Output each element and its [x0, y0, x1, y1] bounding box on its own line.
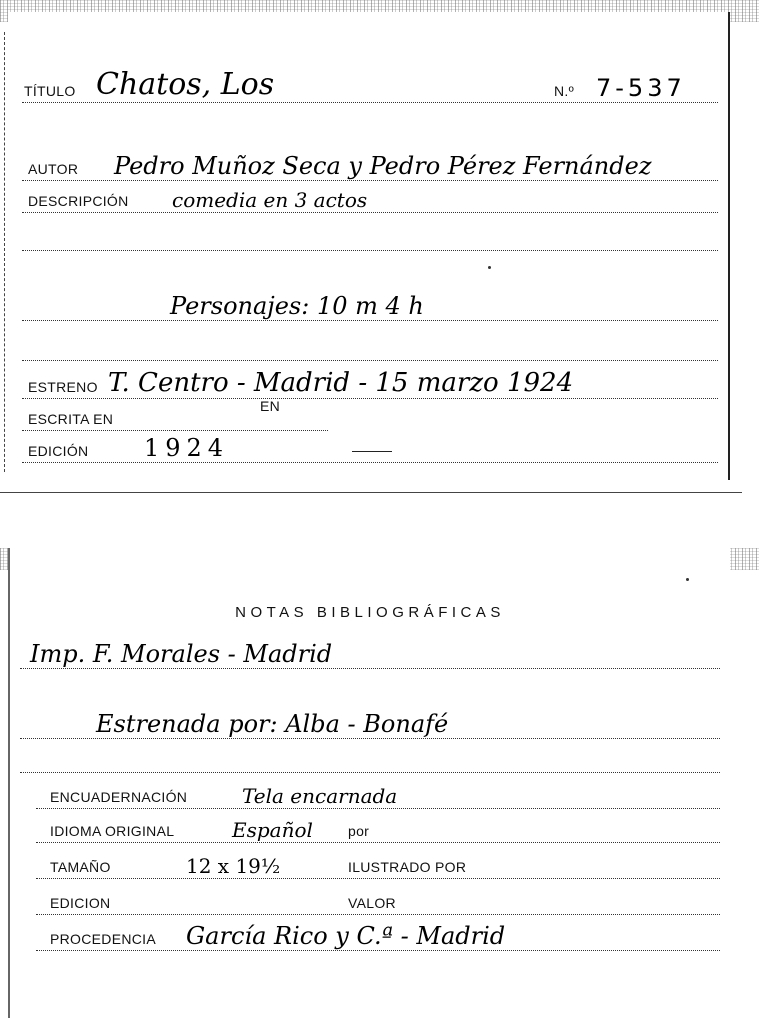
edicion-value: 1924	[144, 434, 230, 462]
escrita-label: ESCRITA EN	[28, 411, 114, 427]
ilustrado-label: ILUSTRADO POR	[348, 859, 467, 875]
blank-row	[22, 218, 718, 251]
titulo-value: Chatos, Los	[96, 67, 275, 102]
procedencia-row	[36, 918, 720, 951]
catalog-card-top	[8, 12, 730, 480]
descripcion-row	[22, 180, 718, 213]
valor-label: VALOR	[348, 895, 396, 911]
numero-value: 7-537	[596, 74, 686, 102]
card-divider	[0, 492, 742, 493]
ink-speck	[488, 266, 491, 269]
blank-row-2	[22, 328, 718, 361]
autor-label: AUTOR	[28, 161, 79, 177]
notas-bibliograficas-heading: NOTAS BIBLIOGRÁFICAS	[235, 604, 505, 621]
edicion2-row	[36, 882, 720, 915]
numero-label: N.º	[554, 83, 575, 99]
edicion-dash	[352, 451, 392, 452]
nota2-value: Estrenada por: Alba - Bonafé	[96, 710, 449, 738]
autor-row	[22, 148, 718, 181]
idioma-row	[36, 810, 720, 843]
tamano-row	[36, 846, 720, 879]
estreno-row	[22, 366, 718, 399]
descripcion-value: comedia en 3 actos	[172, 188, 368, 212]
personajes-value: Personajes: 10 m 4 h	[170, 292, 424, 320]
titulo-label: TÍTULO	[24, 83, 76, 99]
catalog-card-bottom	[8, 548, 730, 1018]
encuadernacion-row	[36, 776, 720, 809]
edicion-row	[22, 430, 718, 463]
personajes-row	[22, 288, 718, 321]
blank-row-4	[20, 958, 720, 990]
estreno-value: T. Centro - Madrid - 15 marzo 1924	[108, 368, 574, 398]
tamano-value: 12 x 19½	[186, 854, 281, 878]
blank-row-3	[20, 740, 720, 773]
nota1-value: Imp. F. Morales - Madrid	[30, 640, 333, 668]
edicion-label: EDICIÓN	[28, 443, 89, 459]
tamano-label: TAMAÑO	[50, 859, 111, 875]
titulo-row	[22, 67, 718, 103]
ink-speck-2	[686, 578, 689, 581]
nota-row-1	[20, 636, 720, 669]
card-top-left-margin	[4, 32, 5, 472]
procedencia-value: García Rico y C.ª - Madrid	[186, 922, 506, 950]
edicion2-label: EDICION	[50, 895, 111, 911]
estreno-label: ESTRENO	[28, 379, 98, 395]
por-label: por	[348, 823, 370, 839]
escrita-en-row	[174, 398, 328, 431]
descripcion-label: DESCRIPCIÓN	[28, 193, 129, 209]
nota-row-2	[20, 706, 720, 739]
encuadernacion-value: Tela encarnada	[242, 784, 398, 808]
autor-value: Pedro Muñoz Seca y Pedro Pérez Fernández	[114, 152, 652, 180]
procedencia-label: PROCEDENCIA	[50, 931, 156, 947]
escrita-en-label: EN	[260, 398, 281, 414]
idioma-label: IDIOMA ORIGINAL	[50, 823, 175, 839]
idioma-value: Español	[232, 818, 313, 842]
encuadernacion-label: ENCUADERNACIÓN	[50, 789, 188, 805]
